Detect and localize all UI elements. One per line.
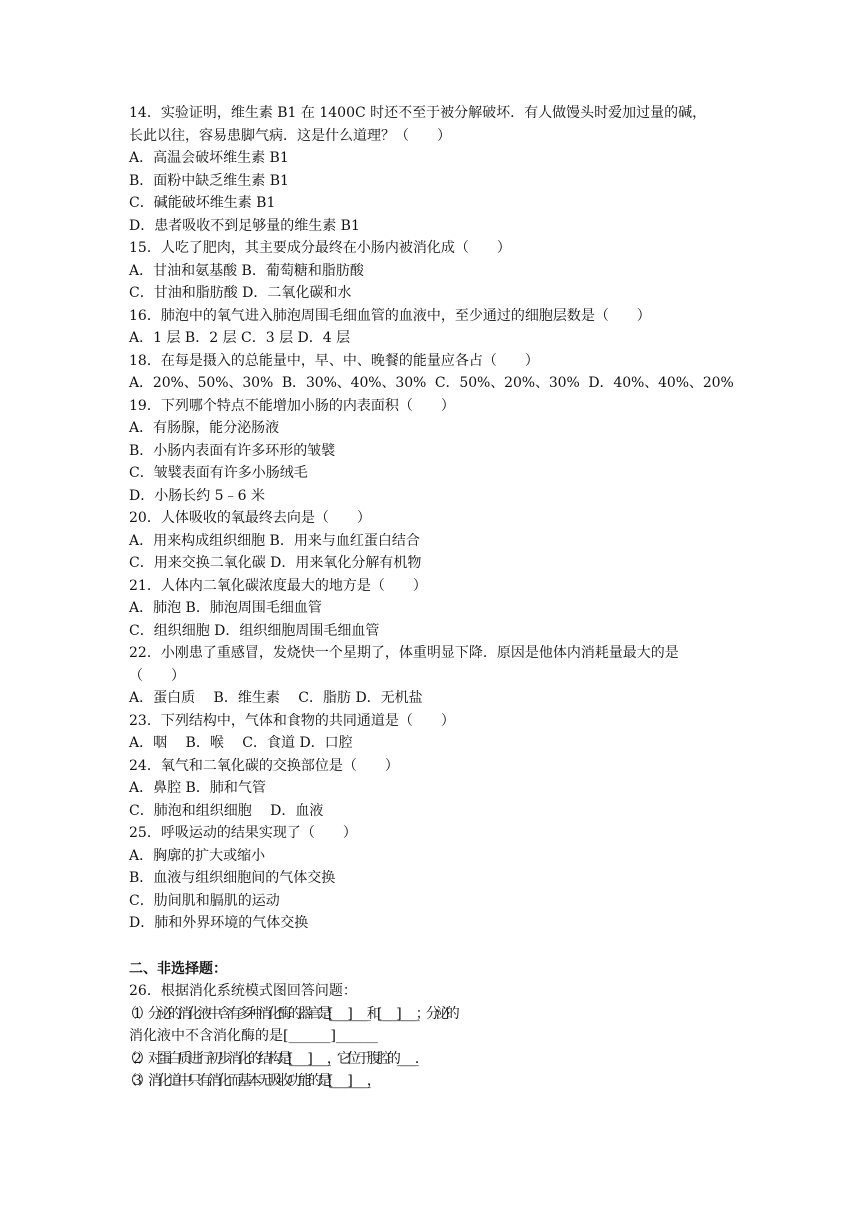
question-14 [129,102,731,237]
question-stem-line: 22．小刚患了重感冒，发烧快一个星期了，体重明显下降．原因是他体内消耗量最大的是 [129,645,679,661]
option-line: D．肺和外界环境的气体交换 [129,915,309,931]
option-line: A．20%、50%、30% B．30%、40%、30% C．50%、20%、30% D．40%、40%、20% [129,375,734,391]
question-stem-line: 23．下列结构中，气体和食物的共同通道是（ ） [129,712,455,729]
option-line: B．面粉中缺乏维生素 B1 [129,172,289,189]
option-line: C．用来交换二氧化碳 D．用来氧化分解有机物 [129,555,422,571]
option-line: A．鼻腔 B．肺和气管 [129,780,266,796]
question-21 [129,575,731,643]
option-line: C．皱襞表面有许多小肠绒毛 [129,465,308,481]
option-line: C．碱能破坏维生素 B1 [129,195,276,211]
option-line: A．有肠腺，能分泌肠液 [129,420,280,436]
option-line: C．肺泡和组织细胞 D．血液 [129,802,324,819]
option-line: A．高温会破坏维生素 B1 [129,150,289,166]
option-line: A．咽 B．喉 C．食道 D．口腔 [129,735,353,751]
question-stem-line: 消化液中不含消化酶的是[______]______ [129,1028,378,1044]
option-line: A．蛋白质 B．维生素 C．脂肪 D．无机盐 [129,690,423,706]
question-16 [129,305,731,350]
question-15 [129,237,731,305]
option-line: C．甘油和脂肪酸 D．二氧化碳和水 [129,285,352,301]
option-line: D．小肠长约 5﹣6 米 [129,487,265,504]
option-line: C．肋间肌和膈肌的运动 [129,892,280,909]
question-stem-line: 16．肺泡中的氧气进入肺泡周围毛细血管的血液中，至少通过的细胞层数是（ ） [129,307,651,324]
option-line: B．小肠内表面有许多环形的皱襞 [129,442,336,459]
exam-content [123,102,734,1093]
question-stem-line: 14．实验证明，维生素 B1 在 1400C 时还不至于被分解破坏．有人做馒头时爱加过量的碱， [129,105,707,121]
option-line: D．患者吸收不到足够量的维生素 B1 [129,217,360,234]
option-line: A．肺泡 B．肺泡周围毛细血管 [129,600,322,616]
option-line: A．甘油和氨基酸 B．葡萄糖和脂肪酸 [129,262,364,279]
question-stem-line: （2）对蛋白质进行初步消化的结构是[______]______，它位于腹腔的______． [123,1050,425,1067]
question-stem-line: 15．人吃了肥肉，其主要成分最终在小肠内被消化成（ ） [129,240,511,256]
option-line: A．1 层 B．2 层 C．3 层 D．4 层 [129,330,351,346]
question-stem-line: 25．呼吸运动的结果实现了（ ） [129,825,357,841]
question-stem-line: 18．在每是摄入的总能量中，早、中、晚餐的能量应各占（ ） [129,352,539,369]
question-25 [129,822,731,935]
option-line: C．组织细胞 D．组织细胞周围毛细血管 [129,622,380,639]
question-stem-line: （3）消化道中只有消化而基本无吸收功能的是[______]______， [123,1073,377,1089]
question-23 [129,710,731,755]
question-18 [129,350,734,395]
question-20 [129,507,731,575]
question-26 [123,980,731,1093]
question-stem-line: 长此以往，容易患脚气病．这是什么道理？（ ） [129,127,451,144]
question-stem-line: 26．根据消化系统模式图回答问题： [129,983,357,999]
question-stem-line: （ ） [129,667,185,684]
question-19 [129,395,731,508]
question-stem-line: 21．人体内二氧化碳浓度最大的地方是（ ） [129,577,427,594]
question-24 [129,755,731,823]
question-stem-line: 20．人体吸收的氧最终去向是（ ） [129,510,371,526]
option-line: A．胸廓的扩大或缩小 [129,847,266,864]
question-22 [129,642,731,710]
section-heading: 二、非选择题： [129,960,227,977]
question-stem-line: （1）分泌的消化液中含有多种消化酶的器官是[______]______和[______]______；分泌的 [123,1005,456,1022]
question-stem-line: 19．下列哪个特点不能增加小肠的内表面积（ ） [129,397,455,414]
option-line: A．用来构成组织细胞 B．用来与血红蛋白结合 [129,532,420,549]
option-line: B．血液与组织细胞间的气体交换 [129,870,336,886]
question-stem-line: 24．氧气和二氧化碳的交换部位是（ ） [129,757,399,774]
